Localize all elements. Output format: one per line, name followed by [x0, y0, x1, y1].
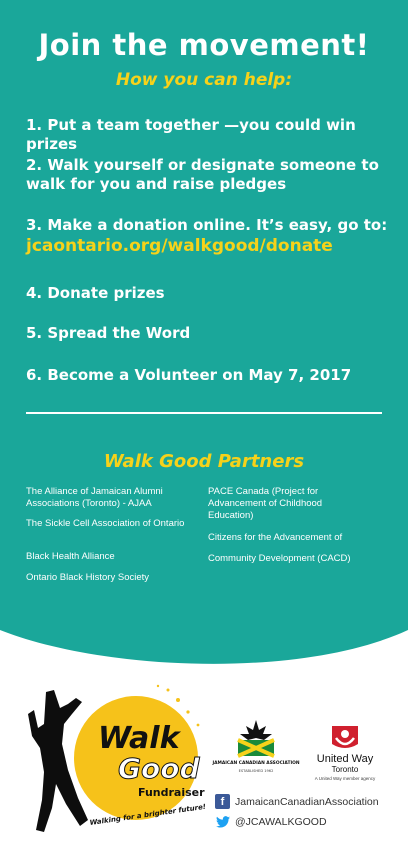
step-3-text: 3. Make a donation online. It’s easy, go to:: [26, 216, 388, 234]
page-title: Join the movement!: [38, 28, 370, 62]
step-5: 5. Spread the Word: [26, 324, 191, 342]
page-subtitle: How you can help:: [115, 70, 293, 90]
partner-ajaa: The Alliance of Jamaican Alumni Associations (Toronto) - AJAA: [26, 486, 163, 509]
jca-logo: [212, 718, 300, 788]
step-3: [26, 216, 396, 256]
walk-text: Walk: [98, 721, 180, 756]
facebook-icon: f: [215, 794, 230, 809]
partner-cacd-line2: Community Development (CACD): [208, 553, 351, 564]
walk-good-logo: [18, 680, 218, 850]
step-6: 6. Become a Volunteer on May 7, 2017: [26, 366, 352, 384]
partner-ontario-black-history: Ontario Black History Society: [26, 572, 150, 583]
united-way-logo: [300, 722, 390, 782]
facebook-handle: JamaicanCanadianAssociation: [235, 795, 379, 808]
jca-est: ESTABLISHED 1962: [238, 769, 274, 773]
partner-cacd-line1: Citizens for the Advancement of: [208, 532, 343, 543]
step-1: 1. Put a team together —you could win prizes: [26, 116, 356, 153]
united-way-tag: A United Way member agency: [314, 776, 376, 781]
fundraiser-text: Fundraiser: [138, 786, 205, 799]
partner-black-health: Black Health Alliance: [26, 551, 115, 562]
section-divider: [26, 412, 382, 414]
twitter-handle: @JCAWALKGOOD: [235, 815, 327, 828]
partners-title: Walk Good Partners: [103, 451, 305, 472]
united-way-name: United Way: [316, 753, 374, 765]
facebook-row[interactable]: [215, 794, 379, 809]
twitter-row[interactable]: [215, 814, 327, 829]
step-2: 2. Walk yourself or designate someone to walk for you and raise pledges: [26, 156, 379, 193]
twitter-icon: [215, 814, 230, 829]
united-way-city: Toronto: [331, 765, 359, 774]
jca-name: JAMAICAN CANADIAN ASSOCIATION: [212, 761, 300, 766]
donate-link[interactable]: jcaontario.org/walkgood/donate: [26, 236, 333, 256]
partner-pace-canada: PACE Canada (Project for Advancement of Childhood Education): [208, 486, 323, 521]
partner-sickle-cell: The Sickle Cell Association of Ontario: [26, 518, 185, 529]
walk-good-tagline: Walking for a brighter future!: [89, 802, 207, 827]
step-4: 4. Donate prizes: [26, 284, 165, 302]
good-text: Good: [118, 752, 200, 785]
